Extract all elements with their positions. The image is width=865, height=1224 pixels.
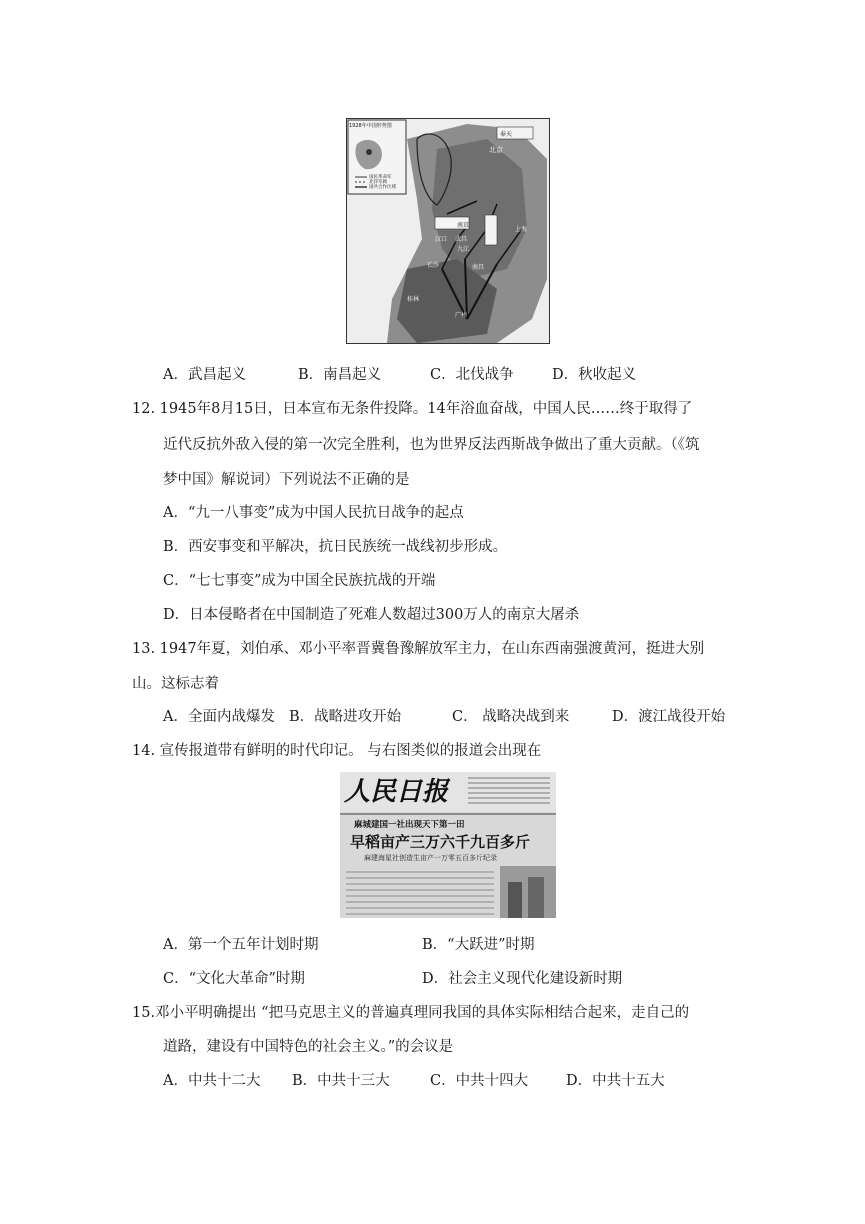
q13-stem-line2: 山。这标志着 [132, 676, 219, 692]
q14-option-b: B．“大跃进”时期 [422, 937, 535, 953]
q13-stem-line1: 13. 1947年夏，刘伯承、邓小平率晋冀鲁豫解放军主力，在山东西南强渡黄河，挺进大别 [132, 641, 705, 657]
newspaper-headline: 早稻亩产三万六千九百多斤 [350, 833, 531, 851]
map-label-nanchang: 南昌 [472, 264, 485, 271]
newspaper-deck: 麻建海星社创造生亩产一万零五百多斤纪录 [364, 854, 497, 862]
q12-stem-line1: 12. 1945年8月15日，日本宣布无条件投降。14年浴血奋战，中国人民……终于取得了 [132, 401, 693, 417]
newspaper-graphic [340, 772, 556, 918]
q13-option-c: C． 战略决战到来 [452, 709, 570, 725]
q14-option-c: C．“文化大革命”时期 [163, 971, 305, 987]
map-legend-2: 北洋军阀 [369, 180, 387, 185]
map-label-changsha: 长沙 [427, 262, 440, 269]
newspaper-clipping [340, 772, 556, 918]
map-graphic [347, 119, 549, 343]
q11-option-b: B．南昌起义 [298, 367, 382, 383]
q13-option-a: A．全面内战爆发 [163, 709, 275, 725]
map-legend-3: 国共合作区域 [369, 185, 396, 190]
map-label-jiujiang: 九江 [457, 246, 470, 253]
q14-option-d: D．社会主义现代化建设新时期 [422, 971, 623, 987]
map-label-guangzhou: 广州 [455, 312, 468, 319]
q11-option-d: D．秋收起义 [552, 367, 637, 383]
q11-option-a: A．武昌起义 [163, 367, 246, 383]
q15-option-d: D．中共十五大 [566, 1073, 665, 1089]
q12-stem-line3: 梦中国》解说词）下列说法不正确的是 [163, 472, 410, 488]
northern-expedition-map [346, 118, 550, 344]
map-label-guilin: 桂林 [407, 296, 420, 303]
q13-option-b: B．战略进攻开始 [289, 709, 402, 725]
q12-stem-line2: 近代反抗外敌入侵的第一次完全胜利，也为世界反法西斯战争做出了重大贡献。（《筑 [163, 437, 700, 453]
map-label-hankou: 汉口 [435, 236, 448, 243]
q13-option-d: D．渡江战役开始 [612, 709, 726, 725]
q15-stem-line2: 道路，建设有中国特色的社会主义。”的会议是 [163, 1039, 454, 1055]
q15-stem-line1: 15.邓小平明确提出 “把马克思主义的普遍真理同我国的具体实际相结合起来，走自己的 [132, 1005, 690, 1021]
q12-option-c: C．“七七事变”成为中国全民族抗战的开端 [163, 573, 436, 589]
map-label-fengtian: 奉天 [500, 131, 513, 138]
q15-option-b: B．中共十三大 [292, 1073, 390, 1089]
q14-stem: 14. 宣传报道带有鲜明的时代印记。 与右图类似的报道会出现在 [132, 743, 542, 759]
q14-option-a: A．第一个五年计划时期 [163, 937, 319, 953]
map-label-beijing: 北京 [489, 146, 503, 154]
map-inset-title: 1928年中国形势图 [349, 123, 392, 129]
map-legend-1: 国民革命军 [369, 175, 392, 180]
map-label-nanjing: 南京 [457, 222, 470, 229]
q12-option-a: A．“九一八事变”成为中国人民抗日战争的起点 [163, 505, 464, 521]
newspaper-masthead: 人民日报 [344, 777, 449, 807]
newspaper-subline: 麻城建国一社出现天下第一田 [354, 820, 465, 830]
q11-option-c: C．北伐战争 [430, 367, 514, 383]
q12-option-b: B．西安事变和平解决，抗日民族统一战线初步形成。 [163, 539, 508, 555]
q12-option-d: D．日本侵略者在中国制造了死难人数超过300万人的南京大屠杀 [163, 607, 580, 623]
map-label-wuchang: 武昌 [455, 236, 468, 243]
q15-option-a: A．中共十二大 [163, 1073, 261, 1089]
q15-option-c: C．中共十四大 [430, 1073, 529, 1089]
map-label-shanghai: 上海 [515, 226, 528, 233]
